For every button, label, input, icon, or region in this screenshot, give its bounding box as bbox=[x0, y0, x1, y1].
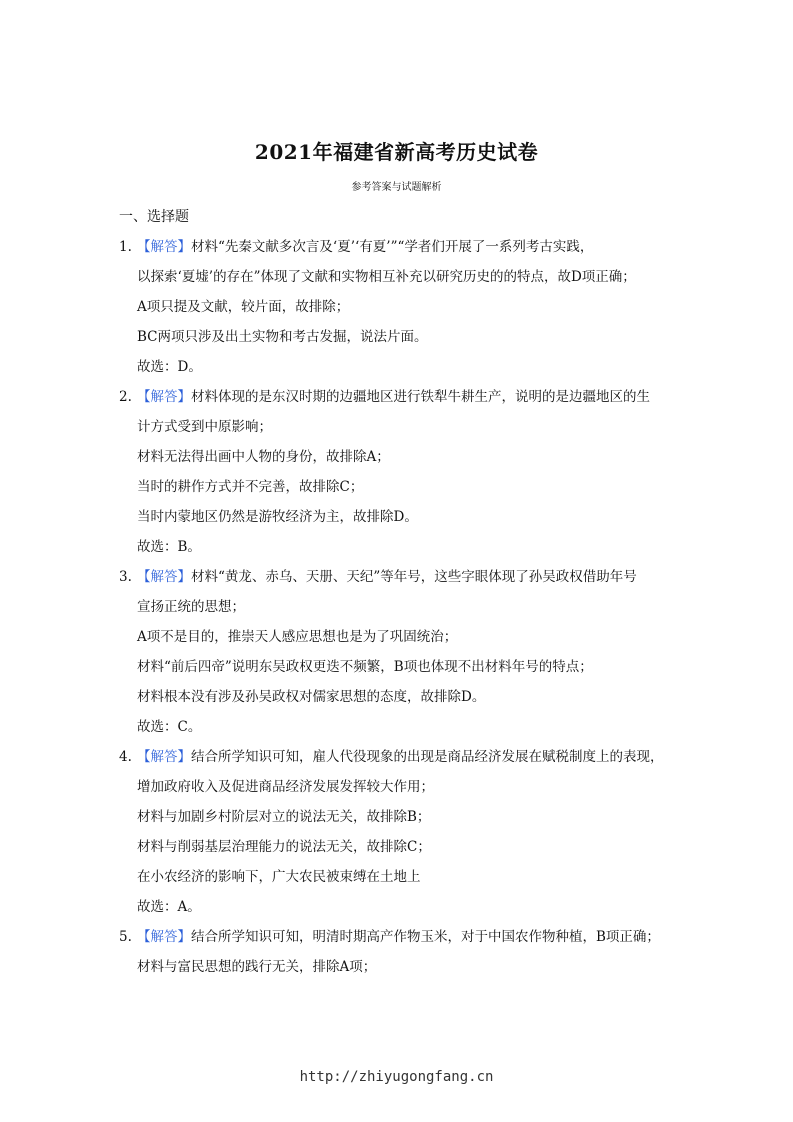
answer-line: 材料根本没有涉及孙吴政权对儒家思想的态度，故排除D。 bbox=[137, 689, 486, 705]
answer-first-line bbox=[119, 236, 679, 266]
answer-tag: 【解答】 bbox=[137, 929, 191, 945]
question-2 bbox=[119, 386, 679, 566]
question-number: 3. bbox=[119, 569, 132, 585]
question-number: 1. bbox=[119, 239, 132, 255]
answer-line: 材料与削弱基层治理能力的说法无关，故排除C； bbox=[137, 839, 431, 855]
answer-list bbox=[119, 236, 679, 986]
question-4 bbox=[119, 746, 679, 926]
answer-tag: 【解答】 bbox=[137, 749, 191, 765]
answer-line: 增加政府收入及促进商品经济发展发挥较大作用； bbox=[137, 779, 434, 795]
answer-line: 故选：B。 bbox=[137, 539, 201, 555]
answer-line: 故选：C。 bbox=[137, 719, 202, 735]
answer-tag: 【解答】 bbox=[137, 389, 191, 405]
answer-first-line bbox=[119, 566, 679, 596]
answer-line: 故选：A。 bbox=[137, 899, 201, 915]
answer-line: BC两项只涉及出土实物和考古发掘，说法片面。 bbox=[137, 329, 428, 345]
answer-line: A项不是目的，推崇天人感应思想也是为了巩固统治； bbox=[137, 629, 458, 645]
answer-line: A项只提及文献，较片面，故排除； bbox=[137, 299, 350, 315]
answer-line: 在小农经济的影响下，广大农民被束缚在土地上 bbox=[137, 869, 421, 885]
answer-line: 计方式受到中原影响； bbox=[137, 419, 272, 435]
answer-first-line bbox=[119, 926, 679, 956]
answer-line: 故选：D。 bbox=[137, 359, 202, 375]
answer-first-line bbox=[119, 386, 679, 416]
answer-line: 材料与加剧乡村阶层对立的说法无关，故排除B； bbox=[137, 809, 431, 825]
answer-text: 材料体现的是东汉时期的边疆地区进行铁犁牛耕生产，说明的是边疆地区的生 bbox=[191, 389, 650, 405]
answer-line: 材料无法得出画中人物的身份，故排除A； bbox=[137, 449, 390, 465]
answer-text: 材料“黄龙、赤乌、天册、天纪”等年号，这些字眼体现了孙吴政权借助年号 bbox=[191, 569, 637, 585]
answer-line: 宣扬正统的思想； bbox=[137, 599, 245, 615]
page-subtitle: 参考答案与试题解析 bbox=[351, 182, 442, 193]
answer-text: 结合所学知识可知，明清时期高产作物玉米，对于中国农作物种植，B项正确； bbox=[191, 929, 660, 945]
question-1 bbox=[119, 236, 679, 386]
page-title: 2021年福建省新高考历史试卷 bbox=[254, 140, 539, 164]
question-5 bbox=[119, 926, 679, 986]
answer-line: 以探索‘夏墟’的存在”体现了文献和实物相互补充以研究历史的的特点，故D项正确； bbox=[137, 269, 636, 285]
answer-line: 当时内蒙地区仍然是游牧经济为主，故排除D。 bbox=[137, 509, 418, 525]
section-heading: 一、选择题 bbox=[119, 209, 189, 225]
question-number: 2. bbox=[119, 389, 132, 405]
question-number: 4. bbox=[119, 749, 132, 765]
answer-text: 结合所学知识可知，雇人代役现象的出现是商品经济发展在赋税制度上的表现， bbox=[191, 749, 664, 765]
question-number: 5. bbox=[119, 929, 132, 945]
answer-line: 材料与富民思想的践行无关，排除A项； bbox=[137, 959, 377, 975]
answer-tag: 【解答】 bbox=[137, 239, 191, 255]
answer-tag: 【解答】 bbox=[137, 569, 191, 585]
footer-url: http://zhiyugongfang.cn bbox=[299, 1069, 494, 1085]
answer-first-line bbox=[119, 746, 679, 776]
answer-text: 材料“先秦文献多次言及‘夏’‘有夏’”“学者们开展了一系列考古实践， bbox=[191, 239, 594, 255]
question-3 bbox=[119, 566, 679, 746]
answer-line: 材料“前后四帝”说明东吴政权更迭不频繁，B项也体现不出材料年号的特点； bbox=[137, 659, 593, 675]
answer-line: 当时的耕作方式并不完善，故排除C； bbox=[137, 479, 364, 495]
